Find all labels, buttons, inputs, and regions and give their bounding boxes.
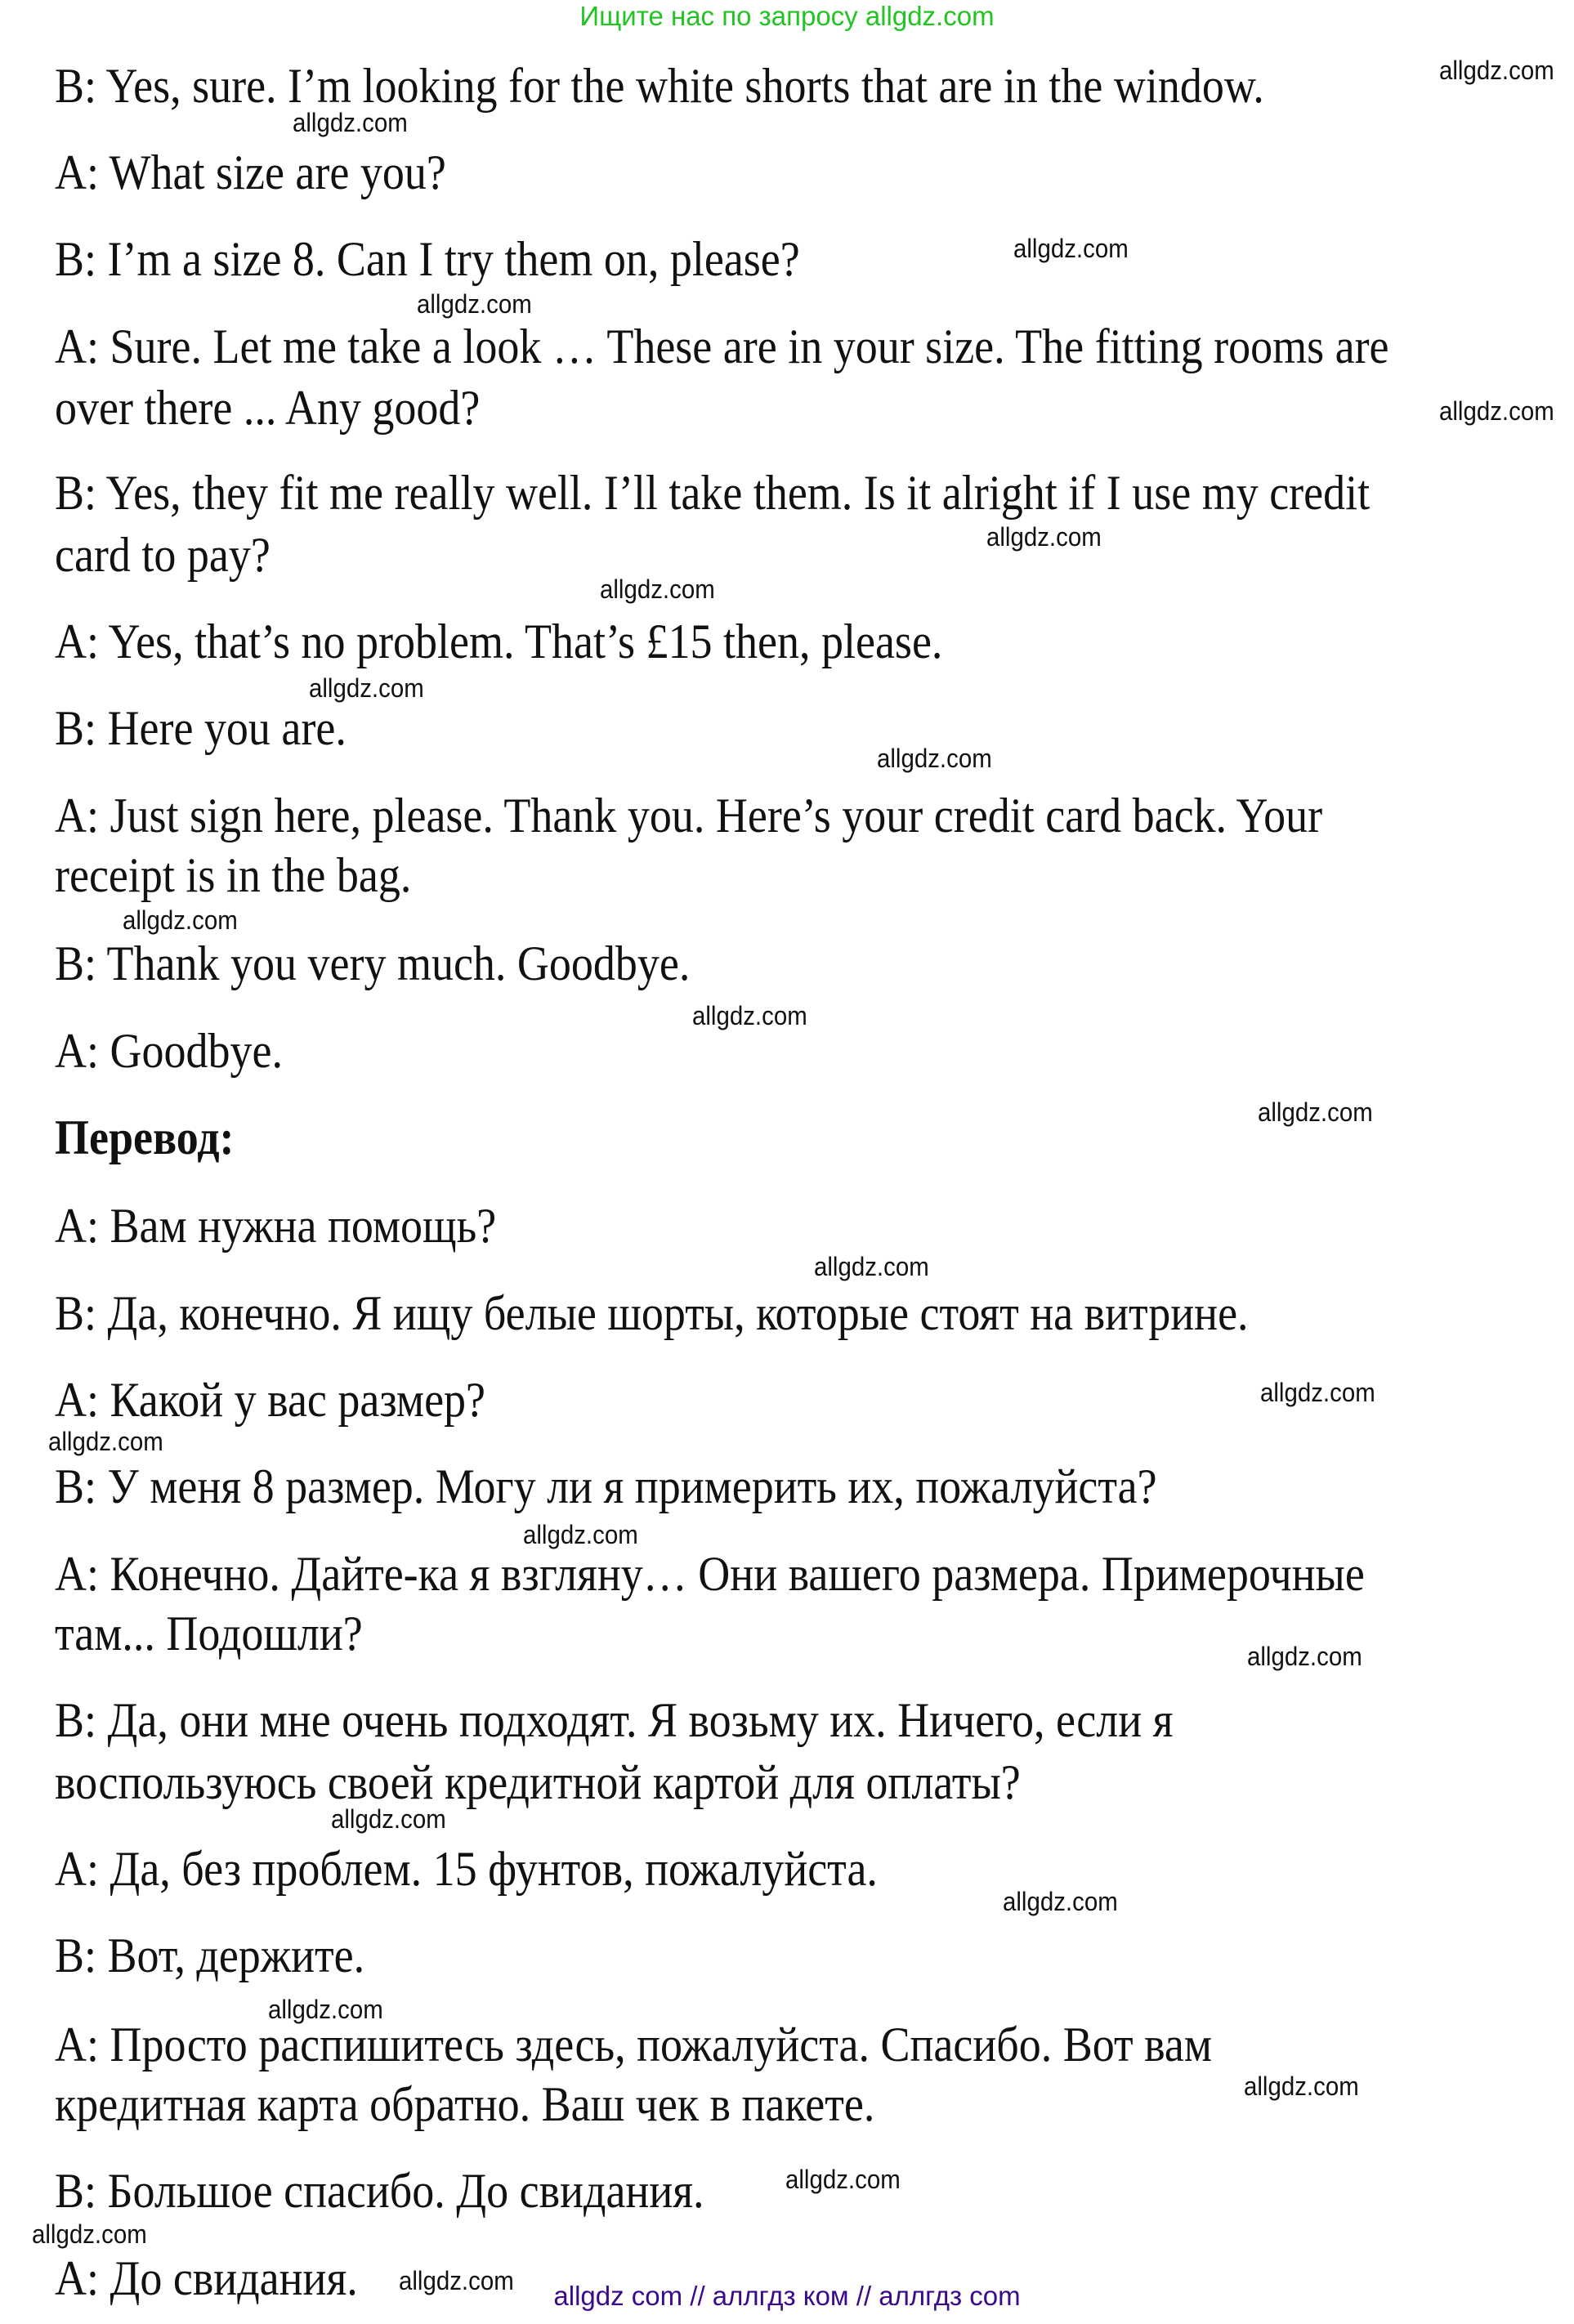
watermark: allgdz.com [1438, 396, 1554, 426]
watermark: allgdz.com [268, 1995, 383, 2025]
dialogue-line-en: B: I’m a size 8. Can I try them on, please? [55, 232, 800, 287]
dialogue-line-en: A: What size are you? [55, 145, 446, 199]
watermark: allgdz.com [1013, 234, 1129, 264]
dialogue-line-ru: кредитная карта обратно. Ваш чек в пакете. [55, 2076, 875, 2131]
watermark: allgdz.com [31, 2219, 147, 2250]
dialogue-line-en: B: Thank you very much. Goodbye. [55, 936, 691, 991]
header-banner[interactable]: Ищите нас по запросу allgdz.com [579, 1, 995, 31]
dialogue-line-ru: воспользуюсь своей кредитной картой для оплаты? [55, 1754, 1021, 1809]
dialogue-line-ru: A: Да, без проблем. 15 фунтов, пожалуйста. [55, 1841, 878, 1896]
dialogue-line-ru: там... Подошли? [55, 1607, 363, 1661]
watermark: allgdz.com [692, 1001, 808, 1031]
watermark: allgdz.com [1257, 1097, 1373, 1127]
dialogue-line-en: A: Yes, that’s no problem. That’s £15 then, please. [55, 614, 943, 668]
dialogue-line-en: B: Yes, sure. I’m looking for the white shorts that are in the window. [55, 58, 1264, 113]
watermark: allgdz.com [785, 2164, 901, 2194]
watermark: allgdz.com [331, 1804, 447, 1835]
watermark: allgdz.com [292, 108, 408, 138]
dialogue-line-en: A: Goodbye. [55, 1023, 283, 1078]
watermark: allgdz.com [416, 289, 532, 320]
dialogue-line-ru: B: Да, они мне очень подходят. Я возьму их. Ничего, если я [55, 1693, 1174, 1748]
dialogue-line-ru: B: У меня 8 размер. Могу ли я примерить их, пожалуйста? [55, 1459, 1157, 1514]
watermark: allgdz.com [1438, 56, 1554, 86]
dialogue-line-en: B: Here you are. [55, 701, 347, 756]
dialogue-line-ru: A: Конечно. Дайте-ка я взгляну… Они вашего размера. Примерочные [55, 1546, 1365, 1601]
dialogue-line-en: over there ... Any good? [55, 380, 481, 435]
dialogue-line-en: card to pay? [55, 527, 271, 582]
dialogue-line-ru: B: Вот, держите. [55, 1928, 365, 1983]
watermark: allgdz.com [308, 673, 424, 703]
watermark: allgdz.com [1002, 1887, 1118, 1917]
watermark: allgdz.com [47, 1427, 163, 1457]
dialogue-line-en: A: Sure. Let me take a look … These are in your size. The fitting rooms are [55, 319, 1389, 373]
dialogue-line-ru: A: Вам нужна помощь? [55, 1199, 497, 1254]
dialogue-line-ru: A: Какой у вас размер? [55, 1372, 486, 1427]
watermark: allgdz.com [398, 2266, 514, 2296]
dialogue-line-ru: B: Большое спасибо. До свидания. [55, 2164, 704, 2219]
watermark: allgdz.com [986, 521, 1102, 552]
dialogue-line-en: B: Yes, they fit me really well. I’ll take them. Is it alright if I use my credit [55, 466, 1371, 521]
dialogue-line-en: A: Just sign here, please. Thank you. Here’s your credit card back. Your [55, 788, 1323, 842]
watermark: allgdz.com [1246, 1641, 1362, 1671]
footer-banner[interactable]: allgdz com // аллгдз ком // аллгдз com [553, 2281, 1021, 2311]
translation-heading: Перевод: [55, 1111, 235, 1164]
dialogue-line-ru: B: Да, конечно. Я ищу белые шорты, которые стоят на витрине. [55, 1285, 1249, 1340]
dialogue-line-ru: A: Просто распишитесь здесь, пожалуйста. Спасибо. Вот вам [55, 2017, 1213, 2071]
watermark: allgdz.com [813, 1251, 929, 1281]
watermark: allgdz.com [523, 1520, 638, 1550]
watermark: allgdz.com [123, 905, 239, 936]
watermark: allgdz.com [599, 574, 715, 604]
watermark: allgdz.com [876, 744, 992, 773]
dialogue-line-en: receipt is in the bag. [55, 848, 412, 903]
dialogue-line-ru: A: До свидания. [55, 2250, 358, 2305]
watermark: allgdz.com [1244, 2071, 1359, 2101]
watermark: allgdz.com [1260, 1377, 1376, 1407]
